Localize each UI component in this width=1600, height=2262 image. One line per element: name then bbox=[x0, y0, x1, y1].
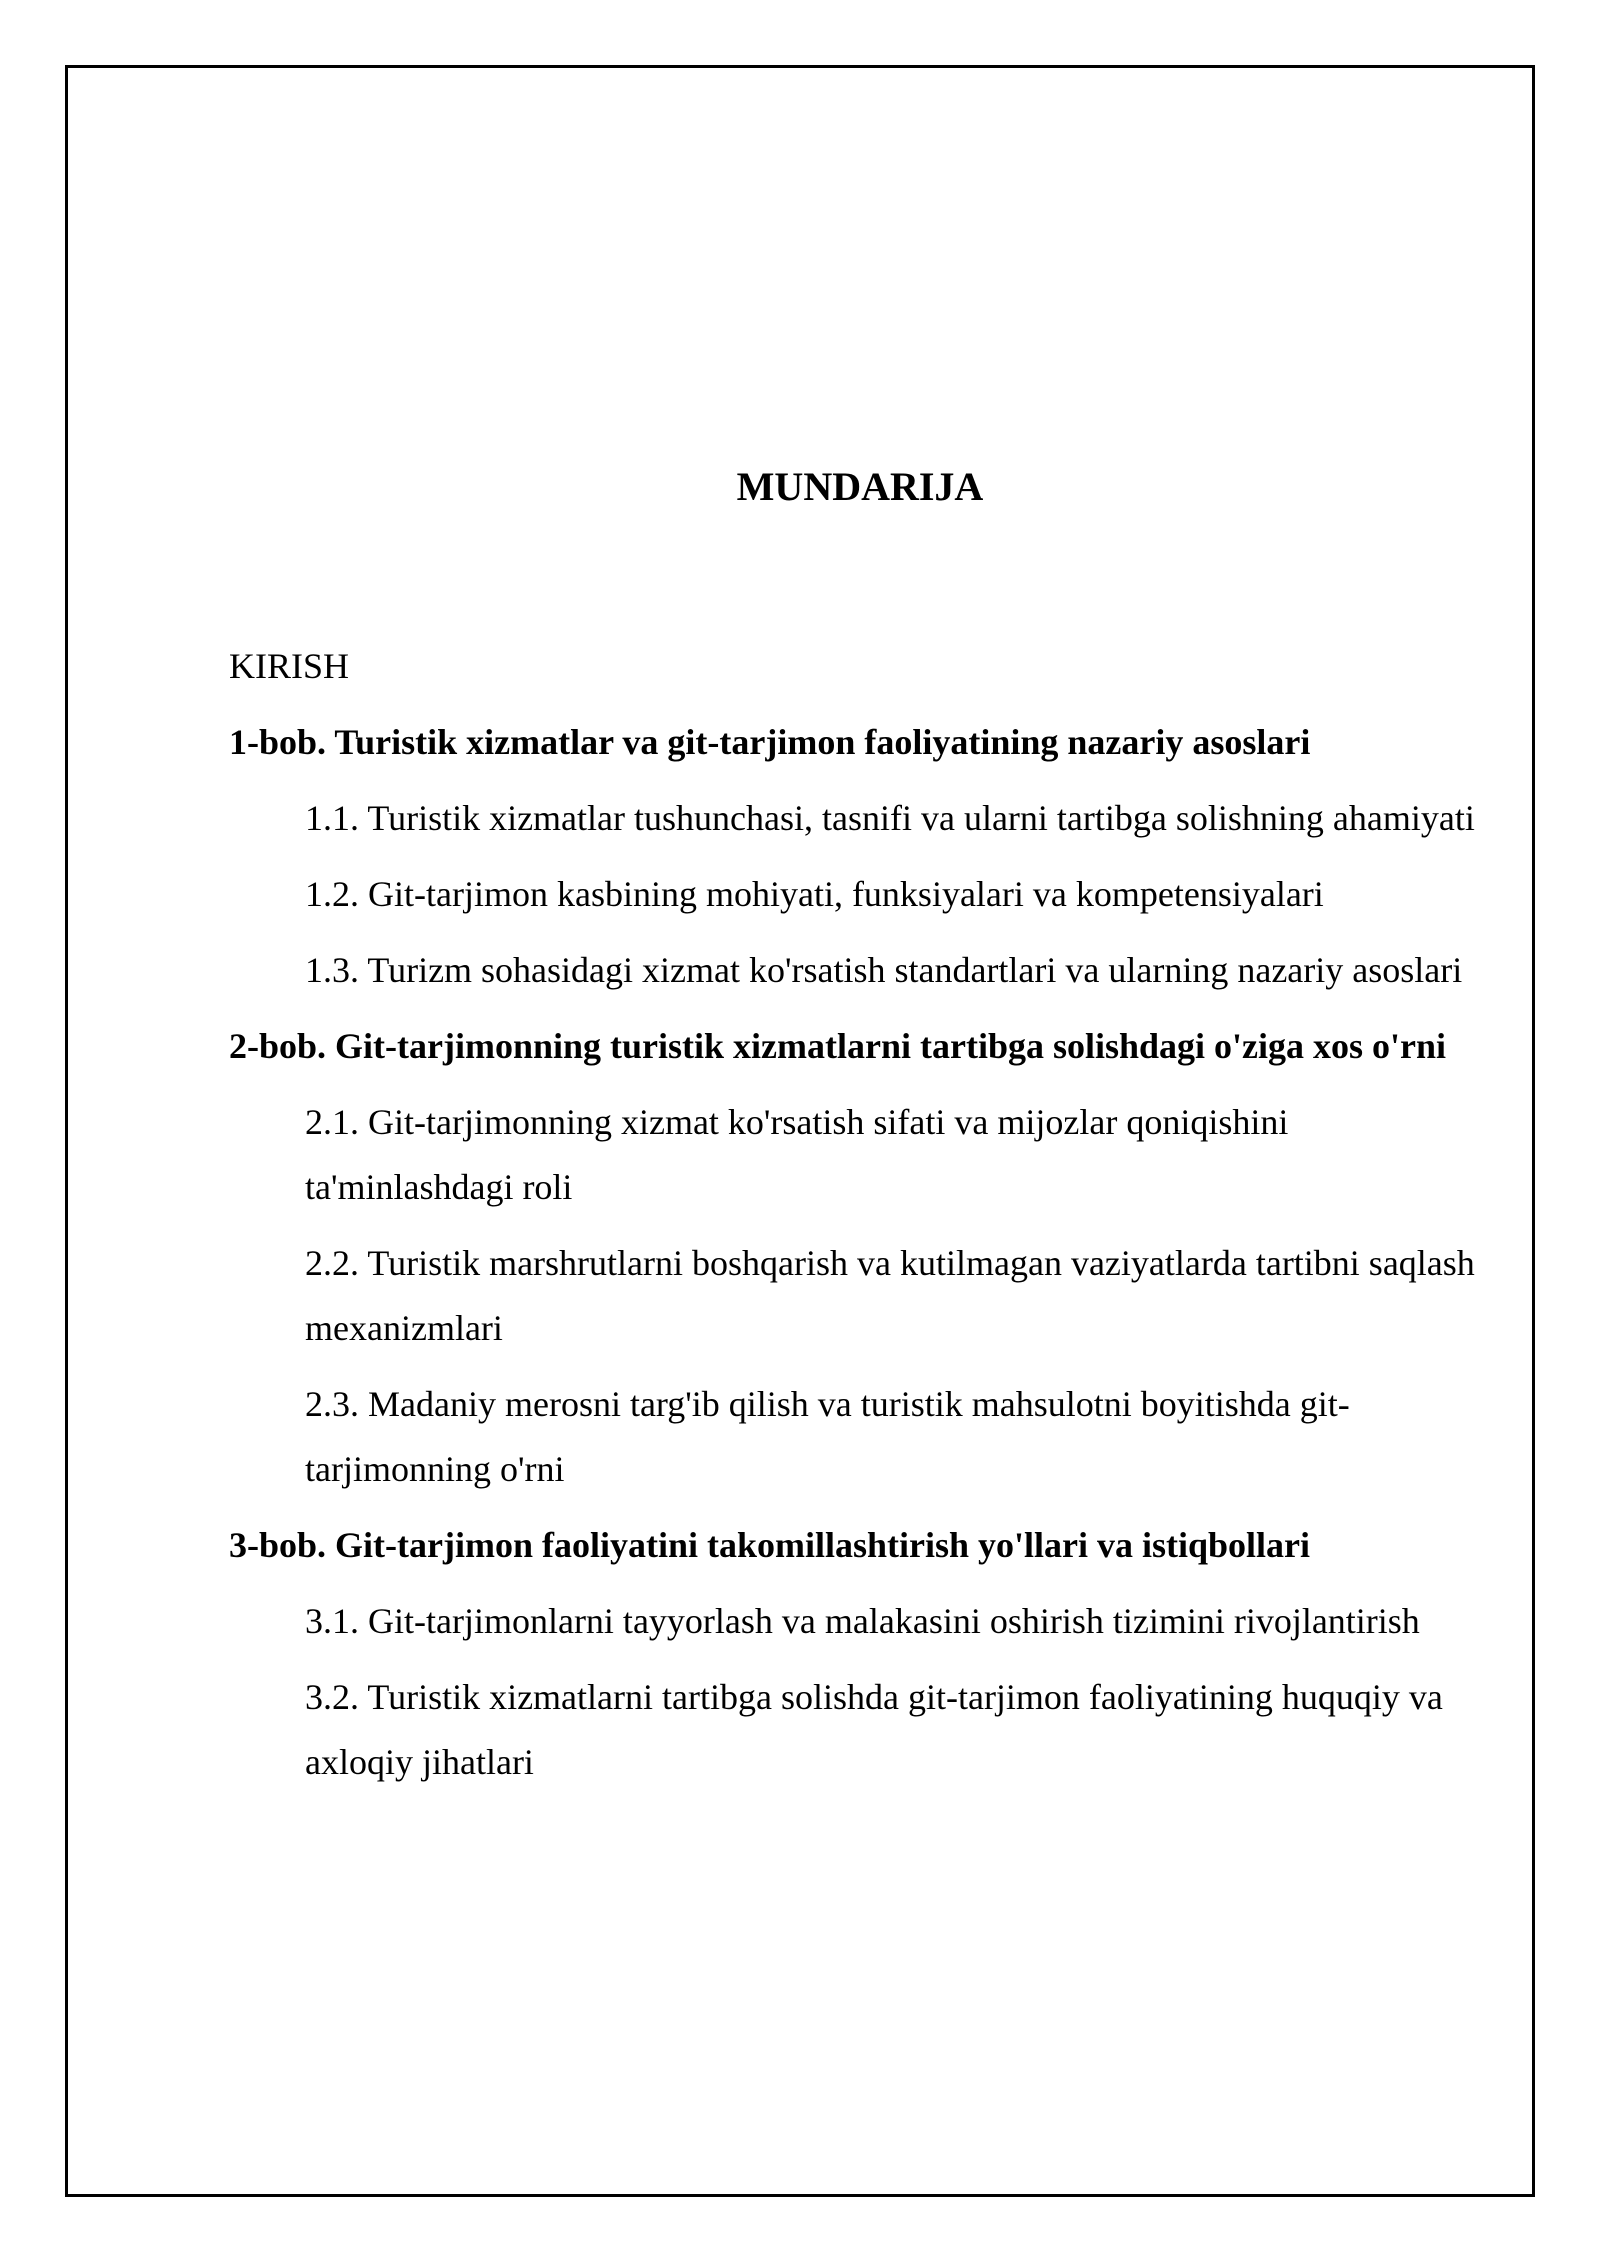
toc-section-3-1: 3.1. Git-tarjimonlarni tayyorlash va malakasini oshirish tizimini rivojlantirish bbox=[305, 1601, 1420, 1641]
table-of-contents bbox=[229, 634, 1499, 1806]
toc-intro: KIRISH bbox=[229, 646, 350, 686]
toc-section-1-3: 1.3. Turizm sohasidagi xizmat ko'rsatish standartlari va ularning nazariy asoslari bbox=[305, 950, 1463, 990]
toc-chapter-2: 2-bob. Git-tarjimonning turistik xizmatlarni tartibga solishdagi o'ziga xos o'rni bbox=[229, 1026, 1447, 1066]
toc-chapter-1: 1-bob. Turistik xizmatlar va git-tarjimon faoliyatining nazariy asoslari bbox=[229, 722, 1311, 762]
toc-chapter-3: 3-bob. Git-tarjimon faoliyatini takomillashtirish yo'llari va istiqbollari bbox=[229, 1525, 1311, 1565]
toc-section-2-3: 2.3. Madaniy merosni targ'ib qilish va turistik mahsulotni boyitishda git-tarjimonning o'rni bbox=[305, 1384, 1350, 1489]
toc-section-2-2: 2.2. Turistik marshrutlarni boshqarish va kutilmagan vaziyatlarda tartibni saqlash mexanizmlari bbox=[305, 1243, 1475, 1348]
toc-section-3-2: 3.2. Turistik xizmatlarni tartibga solishda git-tarjimon faoliyatining huquqiy va axloqiy jihatlari bbox=[305, 1677, 1443, 1782]
page-title: MUNDARIJA bbox=[736, 464, 984, 509]
toc-section-1-2: 1.2. Git-tarjimon kasbining mohiyati, funksiyalari va kompetensiyalari bbox=[305, 874, 1324, 914]
toc-section-2-1: 2.1. Git-tarjimonning xizmat ko'rsatish sifati va mijozlar qoniqishini ta'minlashdagi roli bbox=[305, 1102, 1289, 1207]
toc-section-1-1: 1.1. Turistik xizmatlar tushunchasi, tasnifi va ularni tartibga solishning ahamiyati bbox=[305, 798, 1475, 838]
